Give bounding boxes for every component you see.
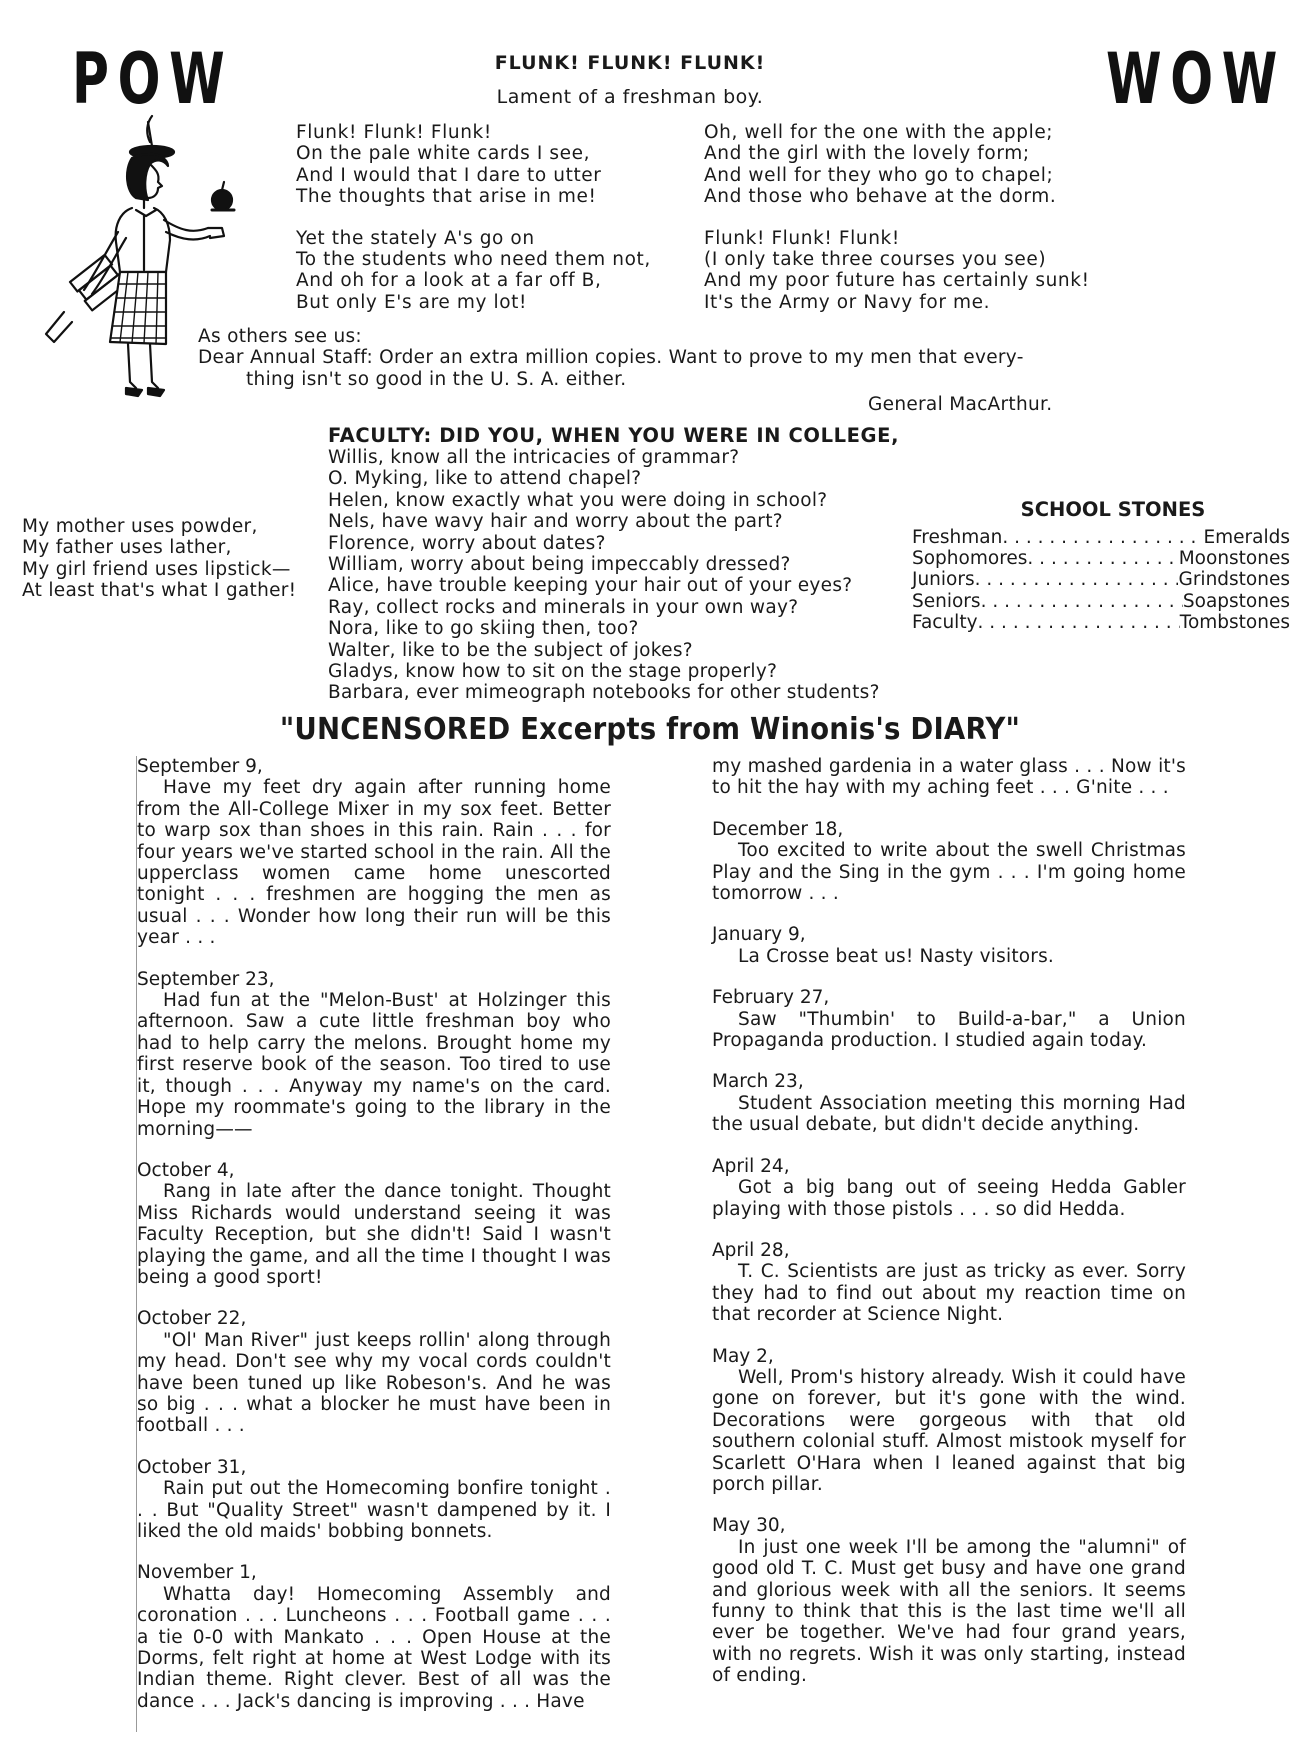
- diary-entry-date: November 1,: [137, 1562, 257, 1584]
- diary-entry-text: Whatta day! Homecoming Assembly and coronation . . . Luncheons . . . Football game . . . a tie 0-0 with Mankato . . . Open House at the Dorms, felt right at home at West Lodge with its Indian theme. Right clever. Best of all was the dance . . . Jack's dancing is improving . . . Have: [137, 1583, 611, 1712]
- faculty-question: O. Myking, like to attend chapel?: [328, 468, 642, 490]
- faculty-question-list: [328, 447, 899, 704]
- stone-row: [912, 527, 1290, 548]
- diary-entry-date: April 24,: [712, 1155, 790, 1177]
- diary-entry-text: Too excited to write about the swell Christmas Play and the Sing in the gym . . . I'm going home tomorrow . . .: [712, 840, 1186, 905]
- diary-entry-text: In just one week I'll be among the "alumni" of good old T. C. Must get busy and have one grand and glorious week with all the seniors. It seems funny to think that this is the last time we'll all ever be together. We've had four grand years, with no regrets. Wish it was only starting, instead of ending.: [712, 1536, 1186, 1687]
- diary-entry: [712, 1240, 1186, 1326]
- school-stones-section: [912, 498, 1290, 633]
- poem-stanza: [704, 228, 1090, 314]
- stone-name: Soapstones: [1182, 590, 1290, 612]
- poem-line: It's the Army or Navy for me.: [704, 291, 991, 313]
- diary-entry-text: Well, Prom's history already. Wish it could have gone on forever, but it's gone with the wind. Decorations were gorgeous with that old southern colonial stuff. Almost mistook myself for Scarlett O'Hara when I leaned against that big porch pillar.: [712, 1366, 1186, 1495]
- stone-name: Tombstones: [1179, 611, 1290, 633]
- stone-name: Moonstones: [1178, 548, 1290, 570]
- dot-leader: [978, 612, 1180, 633]
- faculty-question: Nora, like to go skiing then, too?: [328, 618, 639, 640]
- diary-entry-date: October 31,: [137, 1456, 247, 1478]
- poem-line: Oh, well for the one with the apple;: [704, 122, 1054, 143]
- diary-entry-date: September 23,: [137, 968, 275, 990]
- diary-entry-text: "Ol' Man River" just keeps rollin' along through my head. Don't see why my vocal cords couldn't have been tuned up like Robeson's. And he was so big . . . what a blocker he must have been in football . . .: [137, 1329, 611, 1437]
- diary-entry-date: October 22,: [137, 1308, 247, 1330]
- stone-name: Grindstones: [1178, 569, 1290, 591]
- diary-entry: [137, 756, 611, 949]
- diary-entry: [712, 1156, 1186, 1220]
- diary-entry: [712, 1346, 1186, 1496]
- poem-line: Flunk! Flunk! Flunk!: [296, 122, 492, 143]
- diary-heading: "UNCENSORED Excerpts from Winonis's DIARY": [279, 712, 1021, 747]
- poem-line: Yet the stately A's go on: [296, 227, 535, 249]
- poem-title: FLUNK! FLUNK! FLUNK!: [494, 52, 766, 74]
- stone-class: Seniors: [912, 590, 981, 612]
- faculty-question: Barbara, ever mimeograph notebooks for other students?: [328, 682, 880, 704]
- poem-line: And I would that I dare to utter: [296, 164, 602, 186]
- stone-name: Emeralds: [1203, 527, 1290, 548]
- diary-entry: [712, 1071, 1186, 1135]
- diary-entry-date: February 27,: [712, 987, 830, 1009]
- diary-entry: [137, 1562, 611, 1712]
- poem-line: But only E's are my lot!: [296, 291, 528, 313]
- diary-entry: [137, 969, 611, 1140]
- dot-leader: [1002, 527, 1203, 548]
- verse-line: My father uses lather,: [22, 537, 232, 559]
- diary-entry: [712, 819, 1186, 905]
- stone-row: [912, 548, 1290, 569]
- diary-continuation: [712, 756, 1186, 799]
- diary-entry-date: May 2,: [712, 1345, 774, 1367]
- diary-entry-text: Student Association meeting this morning Had the usual debate, but didn't decide anything.: [712, 1092, 1186, 1136]
- faculty-question: Alice, have trouble keeping your hair out of your eyes?: [328, 575, 853, 597]
- stone-row: [912, 569, 1290, 590]
- diary-entry-date: December 18,: [712, 818, 844, 840]
- diary-entry-date: April 28,: [712, 1239, 790, 1261]
- dot-leader: [975, 569, 1179, 590]
- faculty-question: Gladys, know how to sit on the stage properly?: [328, 661, 778, 683]
- diary-entry-text: T. C. Scientists are just as tricky as ever. Sorry they had to find out about my reaction time on that recorder at Science Night.: [712, 1261, 1186, 1326]
- poem-line: And well for they who go to chapel;: [704, 164, 1054, 186]
- poem-left-column: [296, 122, 651, 313]
- poem-subtitle: Lament of a freshman boy.: [496, 86, 764, 108]
- faculty-question: Ray, collect rocks and minerals in your own way?: [328, 596, 799, 618]
- diary-entry: [137, 1308, 611, 1436]
- poem-stanza: [704, 122, 1090, 208]
- poem-line: And the girl with the lovely form;: [704, 143, 1030, 165]
- verse-line: My girl friend uses lipstick—: [22, 558, 291, 580]
- letter-block: [198, 326, 1158, 416]
- pow-heading: POW: [72, 38, 234, 120]
- diary-entry-text: my mashed gardenia in a water glass . . . Now it's to hit the hay with my aching feet . . . G'nite . . .: [712, 756, 1186, 799]
- poem-line: And those who behave at the dorm.: [704, 186, 1057, 208]
- dot-leader: [981, 591, 1183, 612]
- diary-entry-text: Have my feet dry again after running home from the All-College Mixer in my sox feet. Better to warp sox than shoes in this rain. Rain . . . for four years we've started school in the rain. All the upperclass women came home unescorted tonight . . . freshmen are hogging the men as usual . . . Wonder how long their run will be this year . . .: [137, 777, 611, 949]
- diary-entry-text: Got a big bang out of seeing Hedda Gabler playing with those pistols . . . so did Hedda.: [712, 1177, 1186, 1220]
- stone-class: Juniors: [912, 569, 975, 591]
- letter-line: Dear Annual Staff: Order an extra million copies. Want to prove to my men that every-: [198, 347, 1024, 369]
- diary-right-column: [712, 756, 1186, 1707]
- verse-line: At least that's what I gather!: [22, 580, 297, 602]
- faculty-question: Helen, know exactly what you were doing in school?: [328, 489, 828, 511]
- letter-line: thing isn't so good in the U. S. A. either.: [246, 368, 627, 390]
- poem-stanza: [296, 228, 651, 314]
- stone-class: Freshman: [912, 527, 1003, 548]
- stone-class: Sophomores: [912, 548, 1028, 570]
- diary-entry-text: Rain put out the Homecoming bonfire tonight . . . But "Quality Street" wasn't dampened by it. I liked the old maids' bobbing bonnets.: [137, 1478, 611, 1542]
- poem-line: Flunk! Flunk! Flunk!: [704, 227, 900, 249]
- diary-entry: [712, 1515, 1186, 1686]
- diary-entry-date: January 9,: [712, 924, 806, 946]
- wow-heading: WOW: [1106, 38, 1286, 120]
- poem-line: The thoughts that arise in me!: [296, 186, 597, 208]
- faculty-question: William, worry about being impeccably dressed?: [328, 554, 791, 576]
- diary-entry-text: Saw "Thumbin' to Build-a-bar," a Union Propaganda production. I studied again today.: [712, 1008, 1186, 1052]
- poem-stanza: [296, 122, 651, 208]
- faculty-question: Florence, worry about dates?: [328, 532, 606, 554]
- poem-line: On the pale white cards I see,: [296, 143, 591, 165]
- poem-line: To the students who need them not,: [296, 249, 651, 271]
- letter-intro: As others see us:: [198, 326, 362, 347]
- diary-entry-text: Had fun at the "Melon-Bust' at Holzinger this afternoon. Saw a cute little freshman boy who had to help carry the melons. Brought home my first reserve book of the season. Too tired to use it, though . . . Anyway my name's on the card. Hope my roommate's going to the library in the morning——: [137, 990, 611, 1140]
- gather-verse: [22, 516, 296, 602]
- faculty-section: [328, 424, 899, 704]
- faculty-question: Walter, like to be the subject of jokes?: [328, 639, 693, 661]
- poem-line: And oh for a look at a far off B,: [296, 270, 602, 292]
- diary-entry-date: September 9,: [137, 756, 263, 777]
- diary-entry: [712, 987, 1186, 1051]
- diary-entry-text: Rang in late after the dance tonight. Thought Miss Richards would understand seeing it was Faculty Reception, but she didn't! Said I wasn't playing the game, and all the time I thought I was being a good sport!: [137, 1181, 611, 1288]
- poem-right-column: [704, 122, 1090, 313]
- diary-entry-date: March 23,: [712, 1071, 804, 1093]
- dot-leader: [1027, 548, 1178, 569]
- faculty-question: Nels, have wavy hair and worry about the part?: [328, 511, 783, 533]
- poem-line: And my poor future has certainly sunk!: [704, 270, 1090, 292]
- diary-entry: [137, 1160, 611, 1288]
- poem-line: (I only take three courses you see): [704, 249, 1047, 271]
- verse-line: My mother uses powder,: [22, 516, 258, 537]
- diary-left-column: [136, 756, 611, 1732]
- letter-signature: General MacArthur.: [868, 394, 1053, 416]
- faculty-question: Willis, know all the intricacies of grammar?: [328, 447, 740, 468]
- diary-entry-date: May 30,: [712, 1515, 786, 1537]
- diary-entry: [137, 1457, 611, 1543]
- diary-entry: [712, 924, 1186, 967]
- diary-entry-date: October 4,: [137, 1159, 235, 1181]
- stone-row: [912, 612, 1290, 633]
- diary-entry-text: La Crosse beat us! Nasty visitors.: [738, 945, 1055, 967]
- school-stones-heading: SCHOOL STONES: [1020, 498, 1206, 521]
- faculty-heading: FACULTY: DID YOU, WHEN YOU WERE IN COLLEGE,: [328, 424, 900, 447]
- stone-class: Faculty: [912, 611, 978, 633]
- stone-row: [912, 591, 1290, 612]
